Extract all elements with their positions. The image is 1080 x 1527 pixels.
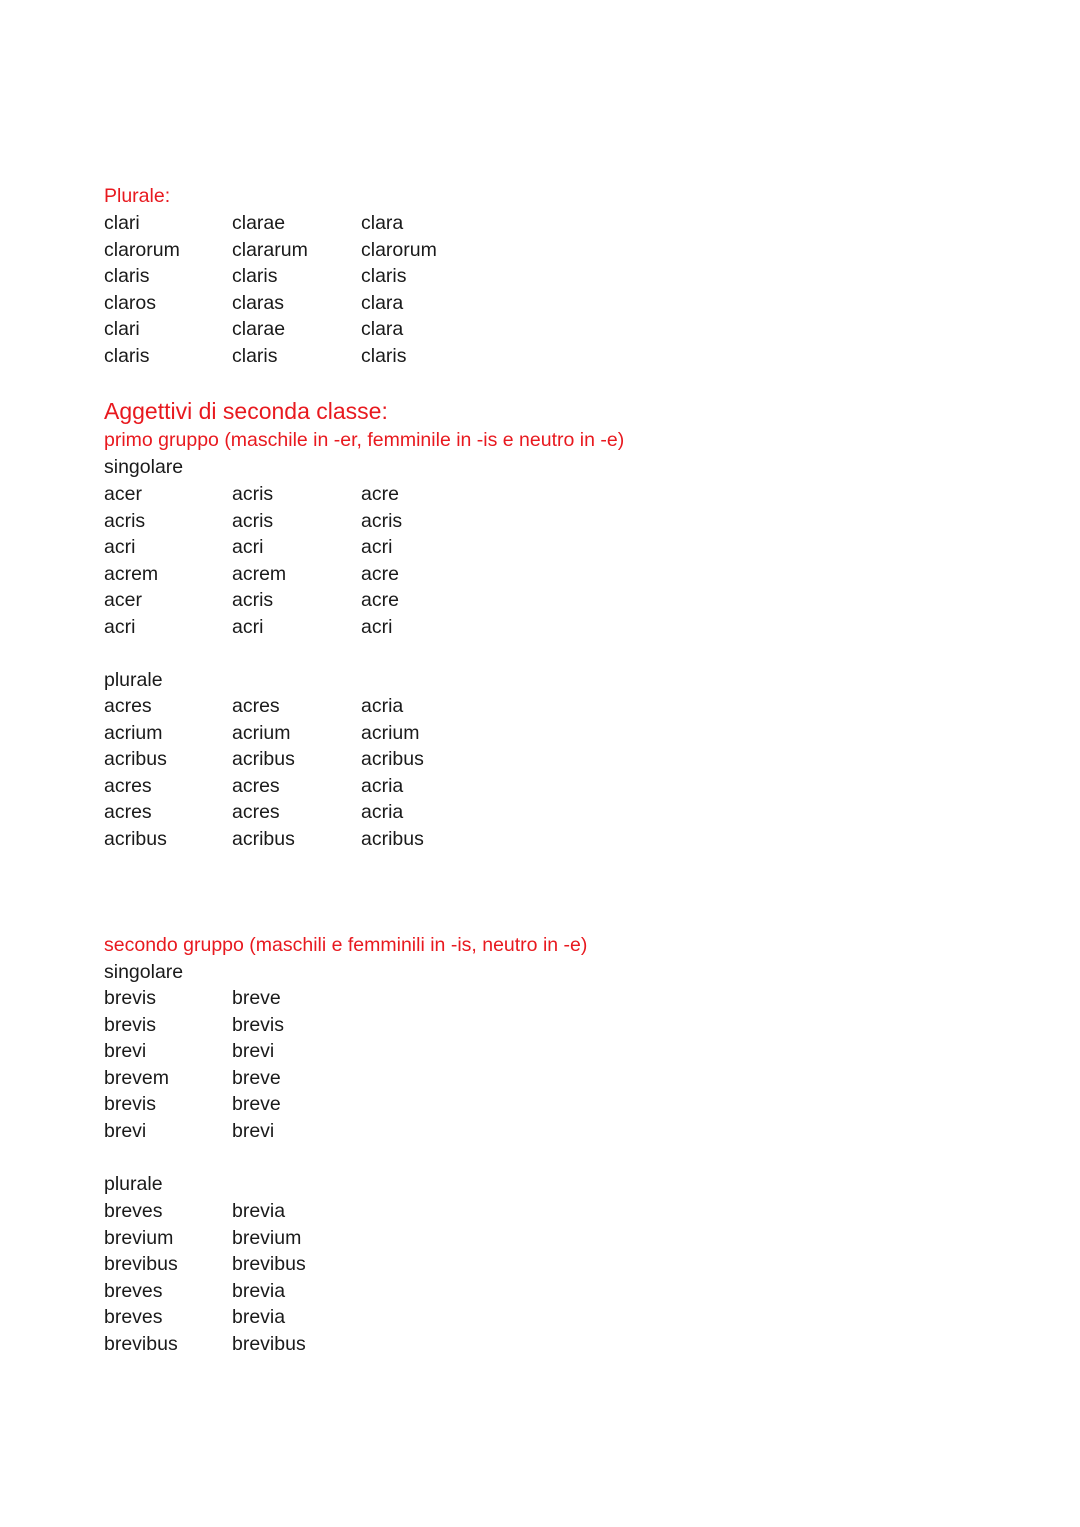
table-cell: acer — [104, 483, 142, 505]
table-cell: acres — [232, 774, 280, 797]
table-cell: acrium — [104, 721, 163, 744]
table-cell: brevium — [104, 1226, 174, 1249]
table-cell: acria — [361, 695, 404, 717]
table-cell: acribus — [232, 748, 295, 771]
table-cell: claris — [232, 265, 278, 288]
table-cell: acre — [361, 483, 399, 505]
table-cell: clara — [361, 291, 404, 314]
table-cell: brevi — [232, 1119, 275, 1142]
table-cell: acribus — [104, 748, 167, 771]
table-cell: claros — [104, 291, 157, 314]
table-cell: acre — [361, 589, 399, 612]
table-cell: acres — [104, 695, 152, 717]
table-cell: acri — [361, 615, 393, 638]
table-cell: acria — [361, 774, 404, 797]
table-cell: brevium — [232, 1226, 302, 1249]
table-cell: brevi — [104, 1040, 147, 1063]
table-cell: acrium — [361, 721, 420, 744]
table-cell: clarorum — [104, 238, 180, 261]
table-cell: acres — [104, 801, 152, 824]
table-cell: clara — [361, 318, 404, 341]
table-cell: acres — [232, 801, 280, 824]
table-cell: acri — [232, 615, 264, 638]
table-cell: breves — [104, 1200, 163, 1222]
table-cell: brevis — [232, 1013, 285, 1036]
table-cell: clarae — [232, 212, 286, 234]
table-cell: brevi — [232, 1040, 275, 1063]
group1-singular-label: singolare — [104, 456, 184, 478]
table-cell: acribus — [104, 827, 167, 850]
table-cell: claris — [361, 344, 407, 367]
table-cell: acres — [232, 695, 280, 717]
table-cell: acri — [104, 615, 136, 638]
table-cell: clararum — [232, 238, 308, 261]
group2-title: secondo gruppo (maschili e femminili in -is, neutro in -e) — [104, 934, 588, 956]
table-cell: claras — [232, 291, 285, 314]
table-cell: breve — [232, 1066, 281, 1089]
table-cell: clari — [104, 212, 140, 234]
table-cell: claris — [104, 265, 150, 288]
table-cell: acri — [361, 536, 393, 559]
table-cell: breve — [232, 1093, 281, 1116]
table-cell: acris — [232, 589, 274, 612]
table-cell: acris — [232, 509, 274, 532]
group1-title: primo gruppo (maschile in -er, femminile in -is e neutro in -e) — [104, 429, 625, 451]
table-cell: claris — [361, 265, 407, 288]
table-cell: brevibus — [104, 1332, 178, 1355]
table-cell: acrem — [104, 562, 159, 585]
table-cell: acria — [361, 801, 404, 824]
table-cell: acri — [104, 536, 136, 559]
group2-plural-label: plurale — [104, 1173, 163, 1195]
table-cell: acris — [232, 483, 274, 505]
table-cell: brevem — [104, 1066, 170, 1089]
table-cell: claris — [232, 344, 278, 367]
table-cell: brevibus — [232, 1253, 306, 1276]
table-cell: acre — [361, 562, 399, 585]
table-cell: acer — [104, 589, 142, 612]
table-cell: brevis — [104, 1013, 157, 1036]
table-cell: clari — [104, 318, 140, 341]
table-cell: breves — [104, 1279, 163, 1302]
table-cell: breves — [104, 1306, 163, 1329]
table-cell: acribus — [361, 827, 424, 850]
table-cell: clarae — [232, 318, 286, 341]
table-cell: clarorum — [361, 238, 437, 261]
table-cell: acri — [232, 536, 264, 559]
table-cell: brevis — [104, 987, 157, 1009]
table-cell: clara — [361, 212, 404, 234]
table-cell: acrium — [232, 721, 291, 744]
table-cell: brevi — [104, 1119, 147, 1142]
table-cell: acribus — [232, 827, 295, 850]
plurale-heading: Plurale: — [104, 185, 171, 207]
table-cell: acres — [104, 774, 152, 797]
table-cell: brevibus — [232, 1332, 306, 1355]
table-cell: brevia — [232, 1200, 286, 1222]
table-cell: brevis — [104, 1093, 157, 1116]
table-cell: claris — [104, 344, 150, 367]
group1-plural-label: plurale — [104, 669, 163, 691]
table-cell: brevia — [232, 1306, 286, 1329]
table-cell: acrem — [232, 562, 287, 585]
group2-singular-label: singolare — [104, 961, 184, 983]
table-cell: acris — [104, 509, 146, 532]
table-cell: brevia — [232, 1279, 286, 1302]
section-title: Aggettivi di seconda classe: — [104, 398, 388, 424]
table-cell: brevibus — [104, 1253, 178, 1276]
table-cell: breve — [232, 987, 281, 1009]
table-cell: acribus — [361, 748, 424, 771]
table-cell: acris — [361, 509, 403, 532]
